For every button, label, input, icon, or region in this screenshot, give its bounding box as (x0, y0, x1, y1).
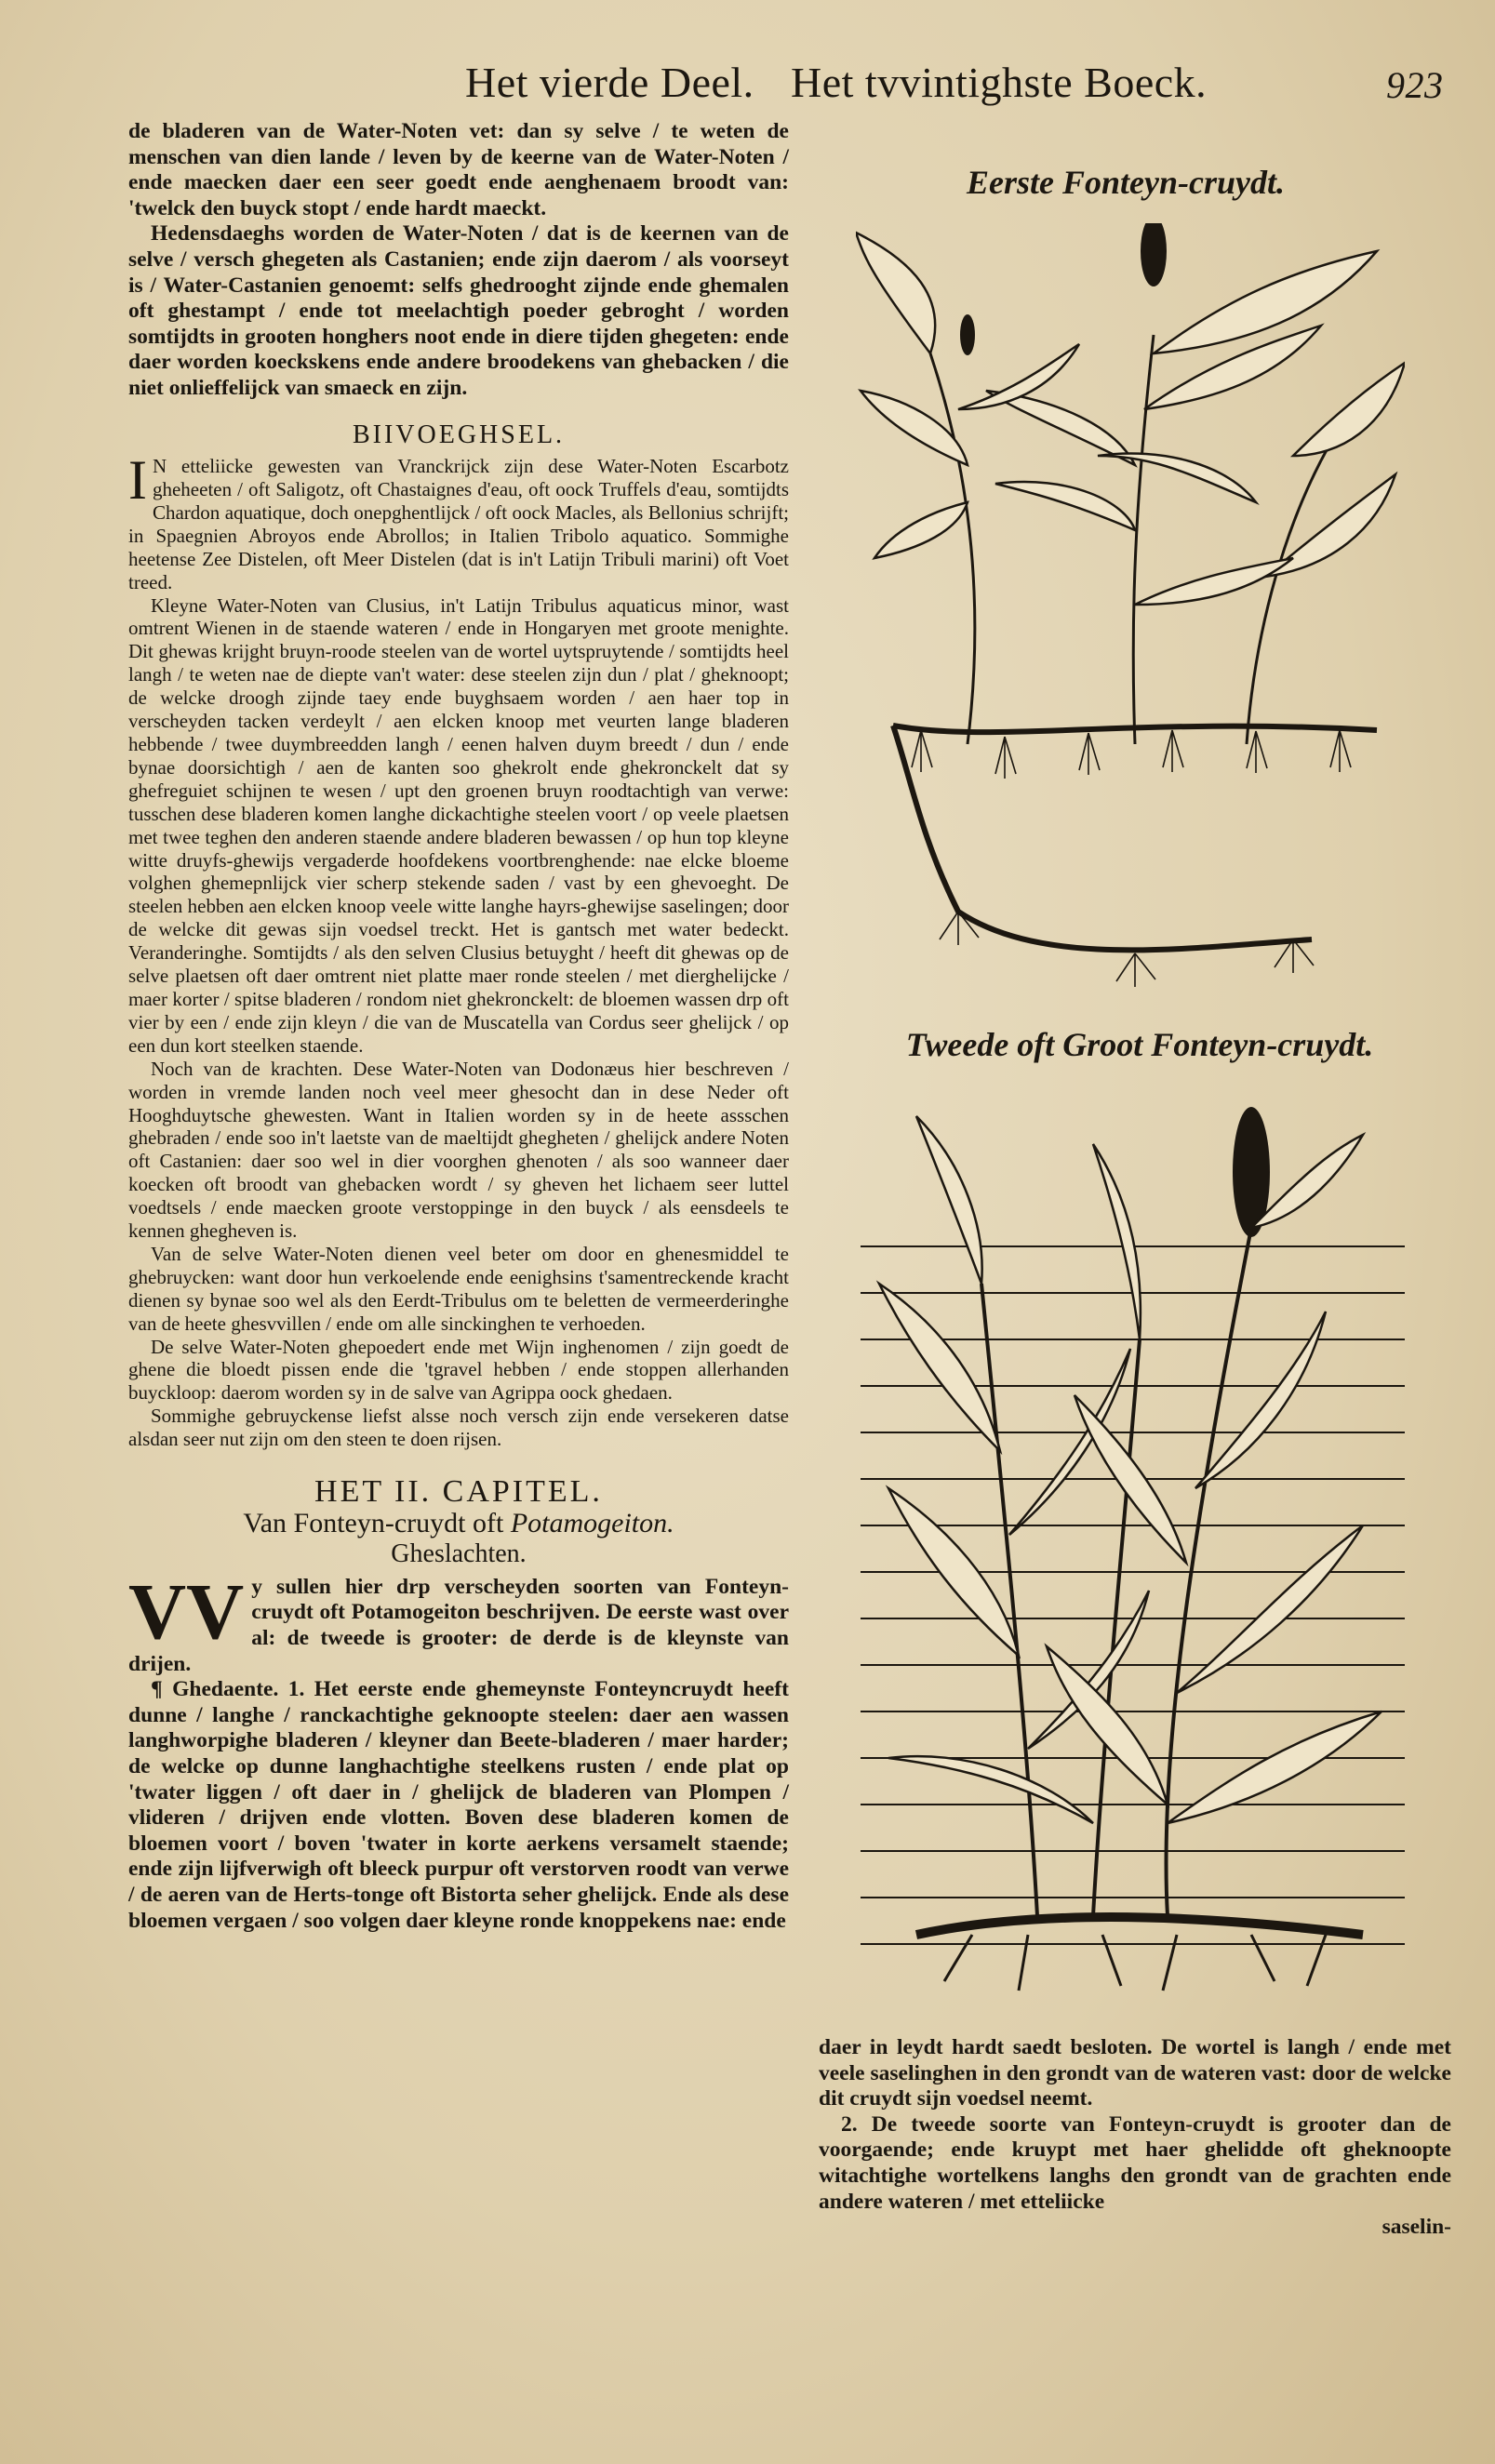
catchword: saselin- (1382, 2215, 1451, 2240)
paragraph: Van de selve Water-Noten dienen veel beter om door en ghenesmiddel te ghebruycken: want door hun verkoelende ende eenighsins t'samentreckende kracht dienen sy bynae soo wel als den Eerdt-Tribulus om te beletten de vermeerderinghe van de heete ghesvvillen / ende om alle sinckinghen te verhoeden. (128, 1242, 789, 1335)
paragraph: Sommighe gebruyckense liefst alsse noch versch zijn ende versekeren datse alsdan seer nut zijn om den steen te doen rijsen. (128, 1405, 789, 1451)
right-column (819, 2035, 1451, 2241)
woodcut-first-fonteyn-cruydt (856, 223, 1405, 1005)
paragraph: Kleyne Water-Noten van Clusius, in't Latijn Tribulus aquaticus minor, wast omtrent Wienen in de staende wateren / ende in Hongaryen met groote menighte. Dit ghewas krijght bruyn-roode steelen van de wortel uytspruytende / somtijdts heel langh / te weten nae de diepte van't water: dese steelen zijn dun / plat / gheknoopt; de welcke droogh zijnde taey ende buyghsaem worden / aen haer top in verscheyden tacken verdeylt / aen elcken knoop met veurten lange bladeren hebbende / twee duymbreedden langh / eenen halven duym breedt / dun / ende bynae doorsichtigh / aen de kanten soo ghekrolt ende ghekronckelt dat sy ghefreguiet schijnen te wesen / upt den groenen bruyn roodtachtigh van verwe: tusschen dese bladeren komen langhe dickachtighe steelen voort / op veele plaetsen met twee teghen den anderen staende andere bladeren bewassen / op hun top kleyne witte druyfs-ghewijs vergaderde hoofdekens voortbrenghende: nae elcke bloeme volghen ghemepnlijck vier scherp stekende saden / vast by een ghevoeght. De steelen hebben aen elcken knoop veele witte langhe hayrs-ghewijse saselingen; door de welcke dit gewas sijn voedsel treckt. Het is gantsch met water bedeckt. Veranderinghe. Somtijdts / als den selven Clusius betuyght / heeft dit ghewas op de selve plaetsen oft daer omtrent niet platte maer ronde steelen / met dierghelijcke / maer korter / spitse bladeren / rondom niet ghekronckelt: de bloemen wassen drp oft vier by een / ende zijn kleyn / die van de Muscatella van Cordus seer ghelijck / op een dun kort steelken staende. (128, 593, 789, 1057)
section-heading: BIIVOEGHSEL. (352, 420, 566, 449)
paragraph (128, 449, 789, 593)
paragraph: ¶ Ghedaente. 1. Het eerste ende ghemeynste Fonteyncruydt heeft dunne / langhe / ranckachtighe geknoopte steelen: daer aen wassen langhworpighe bladeren / kleyner dan Beete-bladeren / maer harder; de welcke op dunne langhachtighe steelkens rusten / ende plat op 'twater liggen / oft daer in / ghelijck de bladeren van Plompen / vlideren / drijven ende vlotten. Boven dese bladeren komen de bloemen voort / boven 'twater in korte aerkens versamelt staende; ende zijn lijfverwigh oft bleeck purpur oft verstorven roodt van verwe / de aeren van de Herts-tonge oft Bistorta seher ghelijck. Ende als dese bloemen vergaen / soo volgen daer kleyne ronde knoppekens nae: ende (128, 1677, 789, 1933)
paragraph (128, 1565, 789, 1677)
paragraph-text: N etteliicke gewesten van Vranckrijck zijn dese Water-Noten Escarbotz gheheeten / oft Saligotz, oft Chastaignes d'eau, oft oock Truffels d'eau, somtijdts Chardon aquatique, doch onepghentlijck / oft oock Macles, als Bellonius schrijft; in Spaegnien Abroyos ende Abrollos; in Italien Tribolo aquatico. Sommighe heetense Zee Distelen, oft Meer Distelen (dat is in't Latijn Tribuli marini) oft Voet treed. (128, 455, 789, 593)
page-number: 923 (1386, 64, 1444, 106)
subsection-heading: Gheslachten. (391, 1539, 527, 1569)
initial-letter: VV (128, 1565, 245, 1656)
paragraph: daer in leydt hardt saedt besloten. De wortel is langh / ende met veele saselinghen in den grondt van de wateren vast: door de welcke dit cruydt sijn voedsel neemt. (819, 2035, 1451, 2111)
initial-letter: I (128, 449, 147, 512)
chapter-subtitle-text: Van Fonteyn-cruydt oft (243, 1507, 504, 1538)
chapter-subtitle (128, 1507, 789, 1538)
figure-caption: Tweede oft Groot Fonteyn-cruydt. (905, 1026, 1374, 1063)
chapter-subtitle-latin: Potamogeiton. (510, 1507, 674, 1538)
chapter-heading: HET II. CAPITEL. (314, 1474, 603, 1510)
paragraph: De selve Water-Noten ghepoedert ende met Wijn inghenomen / zijn goedt de ghene die bloedt pissen ende die 'tgravel hebben / ende stoppen allerhanden buyckloop: daerom worden sy in de salve van Agrippa oock ghedaen. (128, 1335, 789, 1405)
book-title: Het tvvintighste Boeck. (791, 59, 1208, 106)
left-column (128, 119, 789, 1934)
part-title: Het vierde Deel. (465, 59, 754, 106)
running-head (465, 58, 1470, 113)
paragraph: de bladeren van de Water-Noten vet: dan sy selve / te weten de menschen van dien lande / leven by de keerne van de Water-Noten / ende maecken daer een seer goedt ende aenghenaem broodt van: 'twelck den buyck stopt / ende hardt maeckt. (128, 119, 789, 220)
figure-caption: Eerste Fonteyn-cruydt. (967, 164, 1285, 201)
paragraph: Noch van de krachten. Dese Water-Noten van Dodonæus hier beschreven / worden in vremde landen noch veel meer ghesocht dan in dese Neder oft Hooghduytsche ghewesten. Want in Italien worden sy in de heete assschen ghebraden / ende soo in't laetste van de maeltijdt ghegheten / ghelijck andere Noten oft Castanien: daer soo wel in dier voorghen ghenoten / als soo wanneer daer koecken oft broodt van ghebacken wordt / sy gheven het lichaem seer luttel voedtsels / ende maecken groote verstoppinge in den buyck / als eensdeels te kennen ghegheven is. (128, 1057, 789, 1243)
paragraph: Hedensdaeghs worden de Water-Noten / dat is de keernen van de selve / versch ghegeten als Castanien; ende zijn daerom / als voorseyt is / Water-Castanien genoemt: selfs ghedrooght zijnde ende ghemalen oft ghestampt / ende tot meelachtigh poeder gebroght / worden somtijdts in grooten honghers noot ende in diere tijden ghegeten: ende daer worden koeckskens ende andere broodekens van ghebacken / die niet onlieffelijck van smaeck en zijn. (128, 221, 789, 400)
woodcut-second-fonteyn-cruydt (861, 1098, 1405, 2009)
paragraph-text: y sullen hier drp verscheyden soorten van Fonteyn-cruydt oft Potamogeiton beschrijven. De eerste wast over al: de tweede is grooter: de derde is de kleynste van drijen. (128, 1574, 789, 1676)
paragraph: 2. De tweede soorte van Fonteyn-cruydt is grooter dan de voorgaende; ende kruypt met haer ghelidde oft gheknoopte witachtighe wortelkens langhs den grondt van de grachten ende andere wateren / met etteliicke (819, 2111, 1451, 2214)
